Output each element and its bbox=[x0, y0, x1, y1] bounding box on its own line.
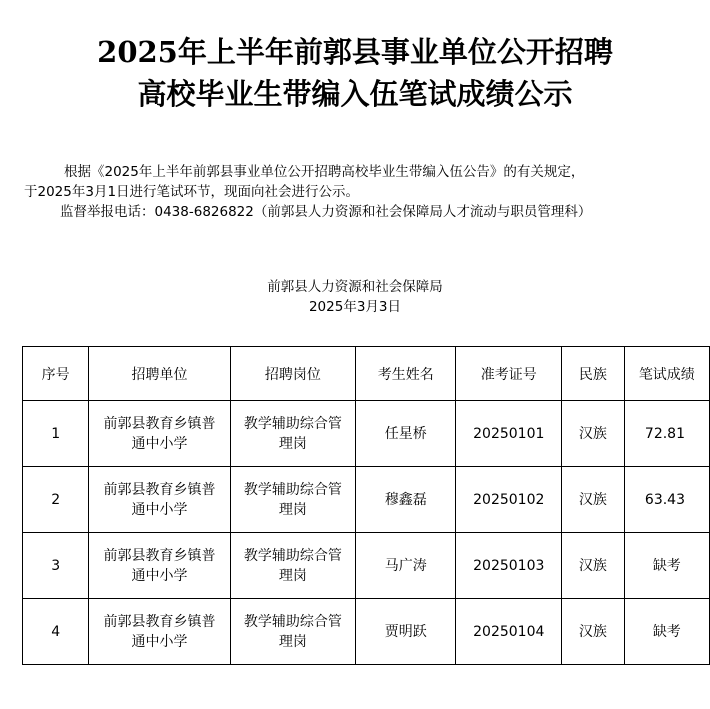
recruiting-unit-cell bbox=[89, 467, 230, 533]
candidate-name-cell: 穆鑫磊 bbox=[356, 467, 456, 533]
notice-paragraph-1: 根据《2025年上半年前郭县事业单位公开招聘高校毕业生带编入伍公告》的有关规定， bbox=[64, 164, 585, 180]
written-score-cell: 缺考 bbox=[624, 533, 709, 599]
table-row bbox=[23, 533, 710, 599]
serial-number-cell: 4 bbox=[23, 599, 89, 665]
written-score-cell: 缺考 bbox=[624, 599, 709, 665]
serial-number-cell: 3 bbox=[23, 533, 89, 599]
recruiting-unit-text: 前郭县教育乡镇普通中小学 bbox=[103, 481, 216, 518]
recruiting-unit-cell bbox=[89, 401, 230, 467]
issuing-organization: 前郭县人力资源和社会保障局 bbox=[267, 279, 443, 295]
supervision-hotline: 监督举报电话：0438-6826822（前郭县人力资源和社会保障局人才流动与职员管理科） bbox=[60, 204, 592, 220]
admission-ticket-cell: 20250104 bbox=[456, 599, 562, 665]
ethnicity-cell: 汉族 bbox=[562, 599, 624, 665]
written-score-cell: 63.43 bbox=[624, 467, 709, 533]
serial-number-cell: 2 bbox=[23, 467, 89, 533]
position-text: 教学辅助综合管理岗 bbox=[243, 481, 342, 518]
recruiting-unit-text: 前郭县教育乡镇普通中小学 bbox=[103, 613, 216, 650]
header-ethnicity: 民族 bbox=[562, 347, 624, 401]
position-cell bbox=[230, 533, 356, 599]
table-row bbox=[23, 401, 710, 467]
candidate-name-cell: 马广涛 bbox=[356, 533, 456, 599]
notice-paragraph-2: 于2025年3月1日进行笔试环节，现面向社会进行公示。 bbox=[24, 184, 360, 200]
ethnicity-cell: 汉族 bbox=[562, 401, 624, 467]
position-cell bbox=[230, 401, 356, 467]
position-cell bbox=[230, 599, 356, 665]
position-cell bbox=[230, 467, 356, 533]
header-written-score: 笔试成绩 bbox=[624, 347, 709, 401]
header-serial-number: 序号 bbox=[23, 347, 89, 401]
position-text: 教学辅助综合管理岗 bbox=[243, 547, 342, 584]
table-header-row bbox=[23, 347, 710, 401]
exam-score-table bbox=[22, 346, 710, 665]
ethnicity-cell: 汉族 bbox=[562, 467, 624, 533]
admission-ticket-cell: 20250103 bbox=[456, 533, 562, 599]
position-text: 教学辅助综合管理岗 bbox=[243, 415, 342, 452]
admission-ticket-cell: 20250102 bbox=[456, 467, 562, 533]
table-row bbox=[23, 467, 710, 533]
position-text: 教学辅助综合管理岗 bbox=[243, 613, 342, 650]
written-score-cell: 72.81 bbox=[624, 401, 709, 467]
serial-number-cell: 1 bbox=[23, 401, 89, 467]
recruiting-unit-cell bbox=[89, 533, 230, 599]
candidate-name-cell: 贾明跃 bbox=[356, 599, 456, 665]
admission-ticket-cell: 20250101 bbox=[456, 401, 562, 467]
table-row bbox=[23, 599, 710, 665]
recruiting-unit-cell bbox=[89, 599, 230, 665]
ethnicity-cell: 汉族 bbox=[562, 533, 624, 599]
page-title-line-2: 高校毕业生带编入伍笔试成绩公示 bbox=[137, 77, 573, 111]
recruiting-unit-text: 前郭县教育乡镇普通中小学 bbox=[103, 547, 216, 584]
header-position: 招聘岗位 bbox=[230, 347, 356, 401]
recruiting-unit-text: 前郭县教育乡镇普通中小学 bbox=[103, 415, 216, 452]
header-recruiting-unit: 招聘单位 bbox=[89, 347, 230, 401]
header-admission-ticket: 准考证号 bbox=[456, 347, 562, 401]
candidate-name-cell: 任星桥 bbox=[356, 401, 456, 467]
issue-date: 2025年3月3日 bbox=[308, 299, 402, 315]
header-candidate-name: 考生姓名 bbox=[356, 347, 456, 401]
page-title-line-1: 2025年上半年前郭县事业单位公开招聘 bbox=[97, 35, 613, 69]
